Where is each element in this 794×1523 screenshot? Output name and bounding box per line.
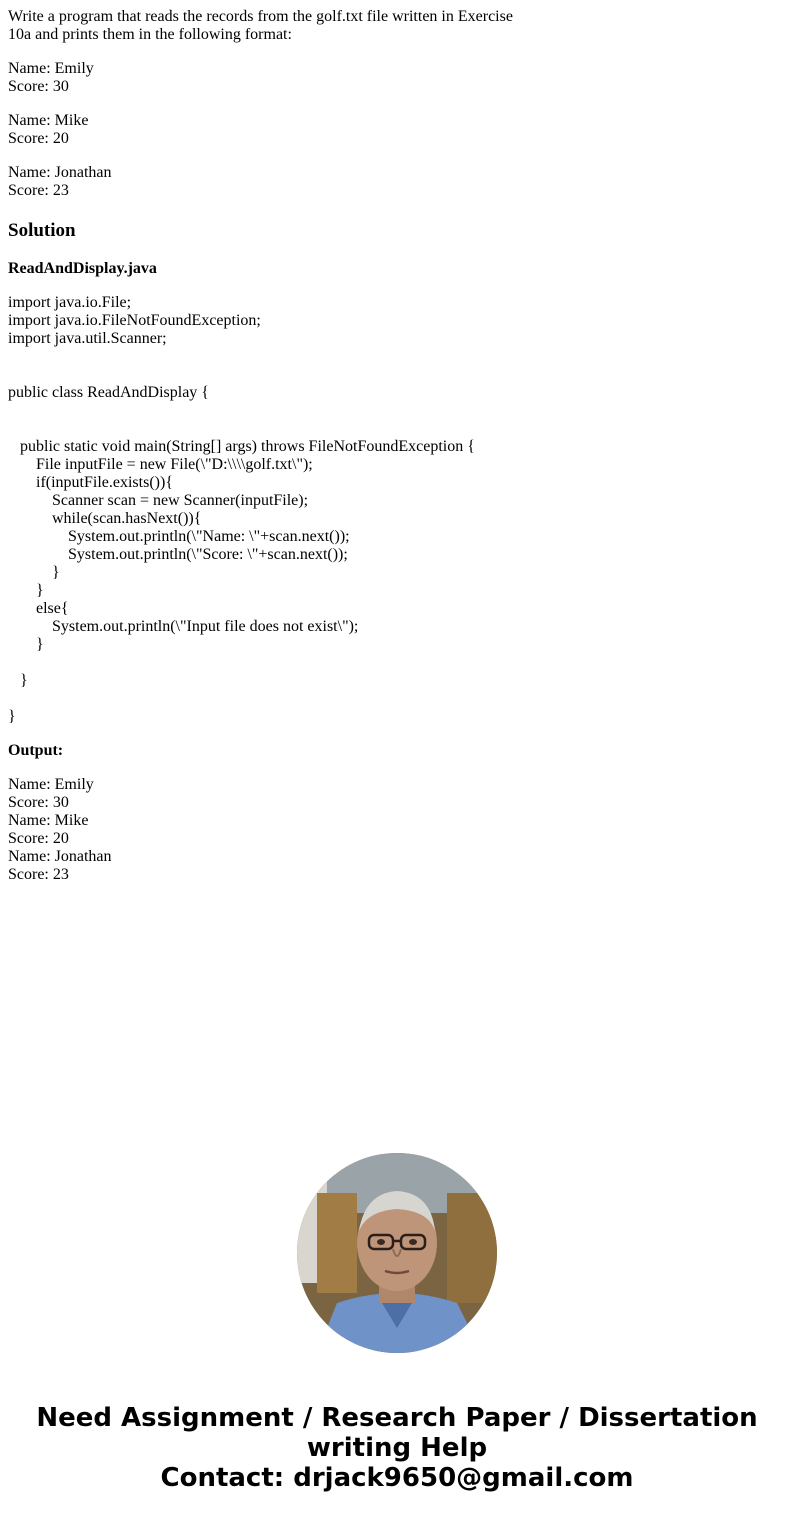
- code-line: else{: [8, 600, 69, 617]
- code-line: }: [8, 672, 28, 689]
- code-line: public static void main(String[] args) throws FileNotFoundException {: [8, 438, 475, 455]
- sample-record: [8, 112, 528, 148]
- code-line: }: [8, 564, 60, 581]
- record-name: Name: Mike: [8, 112, 89, 129]
- question-text: [8, 8, 528, 44]
- record-name: Name: Jonathan: [8, 164, 112, 181]
- code-line: System.out.println(\"Name: \"+scan.next());: [8, 528, 350, 545]
- code-line: System.out.println(\"Score: \"+scan.next());: [8, 546, 348, 563]
- sample-record: [8, 60, 528, 96]
- question-line: Write a program that reads the records from the golf.txt file written in Exercise: [8, 8, 513, 25]
- record-name: Name: Emily: [8, 60, 94, 77]
- code-line: [8, 420, 528, 438]
- code-line: public class ReadAndDisplay {: [8, 384, 209, 401]
- code-line: [8, 366, 528, 384]
- code-line: [8, 690, 528, 708]
- output-line: Name: Emily: [8, 776, 94, 793]
- output-line: Name: Mike: [8, 812, 89, 829]
- code-block: [8, 294, 528, 726]
- code-line: }: [8, 636, 44, 653]
- sample-record: [8, 164, 528, 200]
- author-photo: [297, 1153, 497, 1353]
- code-line: [8, 402, 528, 420]
- code-line: }: [8, 708, 16, 725]
- code-line: while(scan.hasNext()){: [8, 510, 202, 527]
- author-photo-image: [297, 1153, 497, 1353]
- banner-line: writing Help: [306, 1433, 488, 1463]
- record-score: Score: 30: [8, 78, 69, 95]
- banner-line: Need Assignment / Research Paper / Dissertation: [36, 1403, 758, 1433]
- code-line: Scanner scan = new Scanner(inputFile);: [8, 492, 309, 509]
- code-line: File inputFile = new File(\"D:\\\\golf.txt\");: [8, 456, 313, 473]
- document-body: [8, 8, 528, 884]
- output-heading: Output:: [8, 742, 64, 759]
- banner-contact: Contact: drjack9650@gmail.com: [160, 1463, 634, 1493]
- code-line: if(inputFile.exists()){: [8, 474, 173, 491]
- output-block: [8, 776, 528, 884]
- code-line: }: [8, 582, 44, 599]
- output-line: Score: 30: [8, 794, 69, 811]
- solution-heading: Solution: [8, 220, 76, 241]
- code-line: System.out.println(\"Input file does not exist\");: [8, 618, 359, 635]
- output-line: Score: 23: [8, 866, 69, 883]
- record-score: Score: 20: [8, 130, 69, 147]
- code-line: [8, 654, 528, 672]
- code-line: import java.io.File;: [8, 294, 132, 311]
- promo-banner: [0, 1403, 794, 1493]
- file-name-heading: ReadAndDisplay.java: [8, 260, 157, 277]
- output-line: Score: 20: [8, 830, 69, 847]
- record-score: Score: 23: [8, 182, 69, 199]
- question-line: 10a and prints them in the following format:: [8, 26, 292, 43]
- output-line: Name: Jonathan: [8, 848, 112, 865]
- code-line: import java.util.Scanner;: [8, 330, 167, 347]
- code-line: import java.io.FileNotFoundException;: [8, 312, 261, 329]
- code-line: [8, 348, 528, 366]
